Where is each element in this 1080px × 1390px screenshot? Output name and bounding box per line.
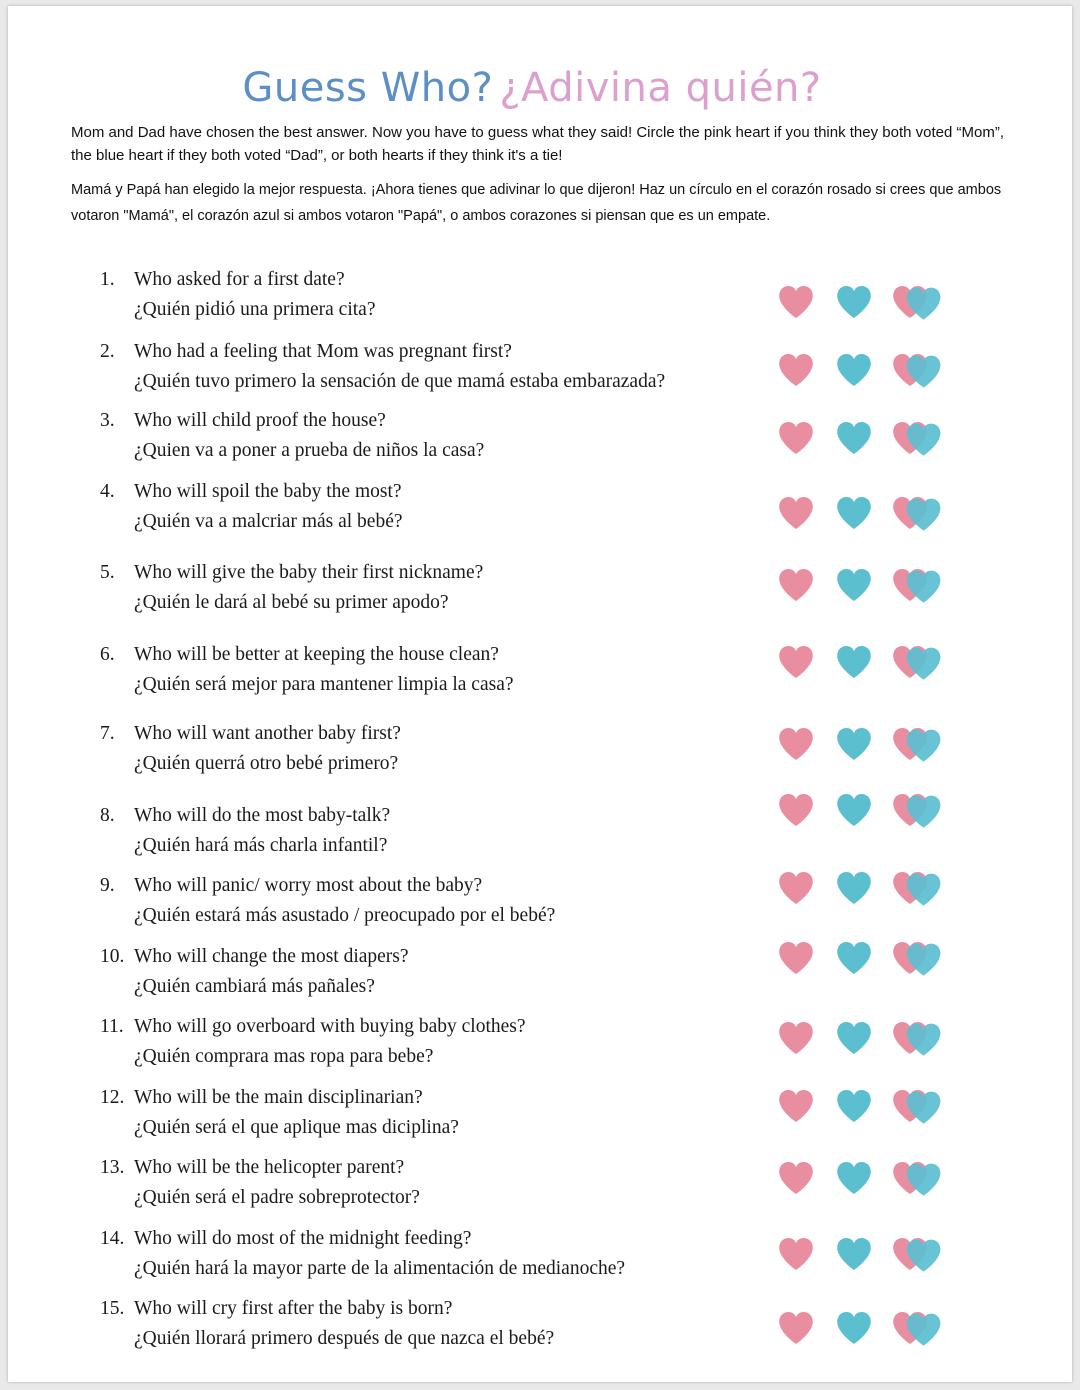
blue-heart-icon[interactable] xyxy=(834,1234,874,1274)
question-item xyxy=(100,337,780,397)
question-number: 8. xyxy=(100,805,115,826)
question-item xyxy=(100,477,780,537)
title-spanish: ¿Adivina quién? xyxy=(499,65,822,111)
answer-hearts xyxy=(776,493,951,533)
question-line-spanish xyxy=(100,1042,780,1072)
answer-hearts xyxy=(776,418,951,458)
question-line-spanish xyxy=(100,1113,780,1143)
pink-heart-icon[interactable] xyxy=(776,493,816,533)
pink-heart-icon[interactable] xyxy=(776,1018,816,1058)
tie-hearts-icon[interactable] xyxy=(890,350,946,390)
tie-hearts-icon[interactable] xyxy=(890,790,946,830)
question-line-spanish xyxy=(100,972,780,1002)
question-item xyxy=(100,719,780,779)
question-line-english xyxy=(100,265,780,295)
question-line-spanish xyxy=(100,1254,780,1284)
question-text-english: Who will panic/ worry most about the baby? xyxy=(134,875,483,896)
question-text-spanish: ¿Quién va a malcriar más al bebé? xyxy=(134,511,403,532)
answer-hearts xyxy=(776,1086,951,1126)
question-text-spanish: ¿Quién será el padre sobreprotector? xyxy=(134,1187,420,1208)
question-line-english xyxy=(100,406,780,436)
blue-heart-icon[interactable] xyxy=(834,868,874,908)
question-number: 12. xyxy=(100,1087,125,1108)
pink-heart-icon[interactable] xyxy=(776,565,816,605)
blue-heart-icon[interactable] xyxy=(834,1018,874,1058)
question-item xyxy=(100,1083,780,1143)
question-text-spanish: ¿Quién estará más asustado / preocupado por el bebé? xyxy=(134,905,556,926)
question-item xyxy=(100,1153,780,1213)
question-item xyxy=(100,265,780,325)
question-item xyxy=(100,558,780,618)
question-item xyxy=(100,942,780,1002)
question-text-spanish: ¿Quién hará más charla infantil? xyxy=(134,835,388,856)
answer-hearts xyxy=(776,282,951,322)
answer-hearts xyxy=(776,724,951,764)
question-line-english xyxy=(100,1012,780,1042)
answer-hearts xyxy=(776,1234,951,1274)
answer-hearts xyxy=(776,938,951,978)
question-line-spanish xyxy=(100,1324,780,1354)
pink-heart-icon[interactable] xyxy=(776,350,816,390)
tie-hearts-icon[interactable] xyxy=(890,1018,946,1058)
question-text-english: Who will want another baby first? xyxy=(134,723,401,744)
question-line-spanish xyxy=(100,831,780,861)
pink-heart-icon[interactable] xyxy=(776,642,816,682)
question-text-english: Who will child proof the house? xyxy=(134,410,386,431)
answer-hearts xyxy=(776,1158,951,1198)
question-line-spanish xyxy=(100,901,780,931)
question-line-english xyxy=(100,801,780,831)
question-number: 15. xyxy=(100,1298,125,1319)
question-text-spanish: ¿Quién tuvo primero la sensación de que mamá estaba embarazada? xyxy=(134,371,666,392)
question-number: 13. xyxy=(100,1157,125,1178)
question-text-spanish: ¿Quién llorará primero después de que nazca el bebé? xyxy=(134,1328,555,1349)
tie-hearts-icon[interactable] xyxy=(890,282,946,322)
question-text-english: Who will do the most baby-talk? xyxy=(134,805,391,826)
tie-hearts-icon[interactable] xyxy=(890,1234,946,1274)
question-number: 2. xyxy=(100,341,115,362)
question-number: 1. xyxy=(100,269,115,290)
tie-hearts-icon[interactable] xyxy=(890,565,946,605)
blue-heart-icon[interactable] xyxy=(834,1086,874,1126)
pink-heart-icon[interactable] xyxy=(776,790,816,830)
tie-hearts-icon[interactable] xyxy=(890,938,946,978)
tie-hearts-icon[interactable] xyxy=(890,1158,946,1198)
question-number: 4. xyxy=(100,481,115,502)
question-line-spanish xyxy=(100,436,780,466)
blue-heart-icon[interactable] xyxy=(834,418,874,458)
question-item xyxy=(100,1224,780,1284)
question-text-spanish: ¿Quién pidió una primera cita? xyxy=(134,299,376,320)
question-line-english xyxy=(100,1224,780,1254)
tie-hearts-icon[interactable] xyxy=(890,1308,946,1348)
question-item xyxy=(100,801,780,861)
question-line-spanish xyxy=(100,507,780,537)
question-number: 3. xyxy=(100,410,115,431)
blue-heart-icon[interactable] xyxy=(834,790,874,830)
question-number: 5. xyxy=(100,562,115,583)
question-line-spanish xyxy=(100,670,780,700)
blue-heart-icon[interactable] xyxy=(834,282,874,322)
answer-hearts xyxy=(776,642,951,682)
question-item xyxy=(100,640,780,700)
question-text-english: Who will be the helicopter parent? xyxy=(134,1157,405,1178)
question-line-english xyxy=(100,337,780,367)
question-line-spanish xyxy=(100,1183,780,1213)
question-text-english: Who will cry first after the baby is born? xyxy=(134,1298,453,1319)
tie-hearts-icon[interactable] xyxy=(890,724,946,764)
pink-heart-icon[interactable] xyxy=(776,1086,816,1126)
question-item xyxy=(100,1294,780,1354)
pink-heart-icon[interactable] xyxy=(776,282,816,322)
answer-hearts xyxy=(776,1018,951,1058)
question-number: 11. xyxy=(100,1016,124,1037)
question-text-spanish: ¿Quién le dará al bebé su primer apodo? xyxy=(134,592,449,613)
pink-heart-icon[interactable] xyxy=(776,418,816,458)
pink-heart-icon[interactable] xyxy=(776,724,816,764)
blue-heart-icon[interactable] xyxy=(834,1158,874,1198)
question-number: 7. xyxy=(100,723,115,744)
question-line-english xyxy=(100,1153,780,1183)
pink-heart-icon[interactable] xyxy=(776,1158,816,1198)
tie-hearts-icon[interactable] xyxy=(890,418,946,458)
question-line-english xyxy=(100,719,780,749)
question-number: 14. xyxy=(100,1228,125,1249)
blue-heart-icon[interactable] xyxy=(834,493,874,533)
question-line-english xyxy=(100,871,780,901)
answer-hearts xyxy=(776,868,951,908)
question-line-spanish xyxy=(100,588,780,618)
question-text-english: Who will do most of the midnight feeding? xyxy=(134,1228,472,1249)
question-line-english xyxy=(100,640,780,670)
question-text-english: Who had a feeling that Mom was pregnant first? xyxy=(134,341,512,362)
page-title xyxy=(0,62,1072,114)
answer-hearts xyxy=(776,1308,951,1348)
blue-heart-icon[interactable] xyxy=(834,642,874,682)
question-text-english: Who will go overboard with buying baby clothes? xyxy=(134,1016,526,1037)
question-line-spanish xyxy=(100,749,780,779)
question-line-spanish xyxy=(100,295,780,325)
question-text-spanish: ¿Quién comprara mas ropa para bebe? xyxy=(134,1046,434,1067)
blue-heart-icon[interactable] xyxy=(834,350,874,390)
instructions-english: Mom and Dad have chosen the best answer. Now you have to guess what they said! Circle the pink heart if you think they both voted “Mom”, the blue heart if they both voted “Dad”, or both hearts if they think it's a tie! xyxy=(71,124,1004,164)
question-text-spanish: ¿Quien va a poner a prueba de niños la casa? xyxy=(134,440,485,461)
question-text-spanish: ¿Quién será el que aplique mas diciplina? xyxy=(134,1117,459,1138)
question-text-spanish: ¿Quién hará la mayor parte de la alimentación de medianoche? xyxy=(134,1258,626,1279)
blue-heart-icon[interactable] xyxy=(834,565,874,605)
pink-heart-icon[interactable] xyxy=(776,1308,816,1348)
tie-hearts-icon[interactable] xyxy=(890,642,946,682)
question-number: 10. xyxy=(100,946,125,967)
question-line-english xyxy=(100,558,780,588)
question-line-english xyxy=(100,1083,780,1113)
instructions-spanish: Mamá y Papá han elegido la mejor respuesta. ¡Ahora tienes que adivinar lo que dijeron! Haz un círculo en el corazón rosado si crees que ambos votaron "Mamá", el corazón azul si ambos votaron "Papá", o ambos corazones si piensan que es un empate. xyxy=(71,182,1002,224)
blue-heart-icon[interactable] xyxy=(834,938,874,978)
question-text-english: Who will spoil the baby the most? xyxy=(134,481,402,502)
tie-hearts-icon[interactable] xyxy=(890,493,946,533)
question-text-english: Who will change the most diapers? xyxy=(134,946,409,967)
answer-hearts xyxy=(776,790,951,830)
question-line-english xyxy=(100,477,780,507)
blue-heart-icon[interactable] xyxy=(834,1308,874,1348)
question-item xyxy=(100,406,780,466)
blue-heart-icon[interactable] xyxy=(834,724,874,764)
pink-heart-icon[interactable] xyxy=(776,938,816,978)
answer-hearts xyxy=(776,350,951,390)
question-line-spanish xyxy=(100,367,780,397)
title-english: Guess Who? xyxy=(242,65,494,111)
question-text-english: Who will be the main disciplinarian? xyxy=(134,1087,423,1108)
question-text-english: Who asked for a first date? xyxy=(134,269,345,290)
question-text-english: Who will give the baby their first nickname? xyxy=(134,562,484,583)
question-text-spanish: ¿Quién cambiará más pañales? xyxy=(134,976,375,997)
question-number: 9. xyxy=(100,875,115,896)
question-text-english: Who will be better at keeping the house clean? xyxy=(134,644,499,665)
question-line-english xyxy=(100,1294,780,1324)
question-number: 6. xyxy=(100,644,115,665)
question-text-spanish: ¿Quién querrá otro bebé primero? xyxy=(134,753,399,774)
pink-heart-icon[interactable] xyxy=(776,868,816,908)
answer-hearts xyxy=(776,565,951,605)
tie-hearts-icon[interactable] xyxy=(890,1086,946,1126)
question-text-spanish: ¿Quién será mejor para mantener limpia la casa? xyxy=(134,674,514,695)
question-line-english xyxy=(100,942,780,972)
question-item xyxy=(100,1012,780,1072)
question-item xyxy=(100,871,780,931)
tie-hearts-icon[interactable] xyxy=(890,868,946,908)
pink-heart-icon[interactable] xyxy=(776,1234,816,1274)
